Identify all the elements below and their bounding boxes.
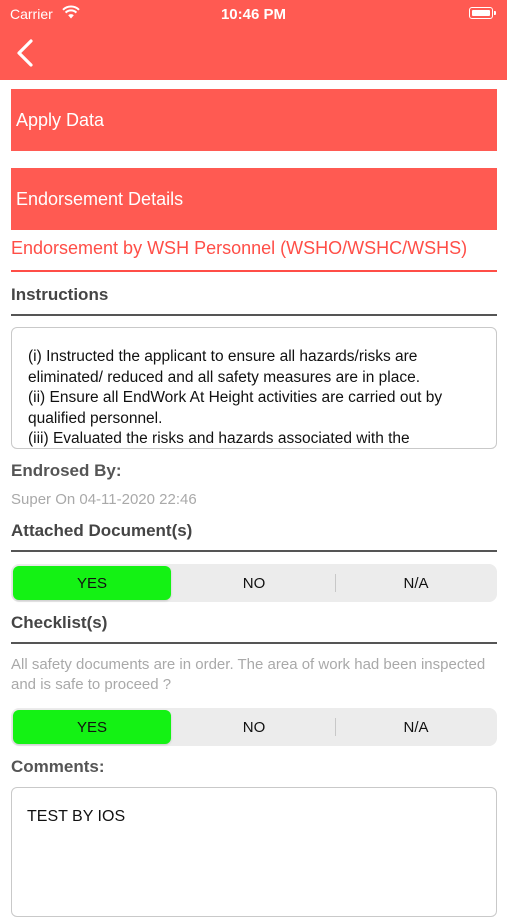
instructions-title: Instructions	[11, 285, 109, 304]
carrier-label: Carrier	[10, 6, 53, 22]
checklist-divider	[11, 642, 497, 644]
instructions-text-area[interactable]	[11, 327, 497, 449]
clock: 10:46 PM	[220, 6, 287, 23]
instruction-line: (i) Instructed the applicant to ensure all hazards/risks are eliminated/ reduced and all safety measures are in place.	[28, 348, 421, 386]
comments-label: Comments:	[11, 757, 105, 776]
endorsed-by-label: Endrosed By:	[11, 461, 122, 480]
endorsed-by-value: Super On 04-11-2020 22:46	[11, 491, 197, 508]
battery-icon	[469, 7, 493, 19]
instruction-line: (ii) Ensure all EndWork At Height activities are carried out by qualified personnel.	[28, 389, 443, 427]
attached-documents-yes[interactable]: YES	[13, 566, 171, 600]
attached-documents-divider	[11, 550, 497, 552]
endorsement-details-label: Endorsement Details	[16, 188, 184, 209]
instructions-divider	[11, 314, 497, 316]
checklist-no[interactable]: NO	[242, 718, 266, 736]
segment-divider	[335, 718, 336, 736]
apply-data-label: Apply Data	[16, 109, 105, 130]
attached-documents-no[interactable]: NO	[242, 574, 266, 592]
checklist-title: Checklist(s)	[11, 613, 108, 632]
apply-data-section[interactable]	[11, 89, 497, 151]
comments-input[interactable]	[11, 787, 497, 917]
back-button[interactable]	[14, 38, 38, 68]
navigation-bar	[0, 0, 507, 80]
attached-documents-na[interactable]: N/A	[403, 574, 429, 592]
status-bar	[0, 0, 507, 28]
instruction-line: (iii) Evaluated the risks and hazards associated with the	[28, 430, 410, 447]
checklist-na[interactable]: N/A	[403, 718, 429, 736]
endorsement-heading	[11, 238, 497, 272]
checklist-yes[interactable]: YES	[13, 710, 171, 744]
endorsement-heading-text: Endorsement by WSH Personnel (WSHO/WSHC/WSHS)	[11, 238, 468, 258]
checklist-question: All safety documents are in order. The area of work had been inspected and is safe to proceed ?	[11, 656, 486, 693]
segment-divider	[335, 574, 336, 592]
endorsement-details-section[interactable]	[11, 168, 497, 230]
attached-documents-title: Attached Document(s)	[11, 521, 193, 540]
chevron-left-icon	[14, 38, 38, 68]
comments-value: TEST BY IOS	[27, 808, 126, 825]
attached-documents-selector	[11, 564, 497, 602]
checklist-selector	[11, 708, 497, 746]
